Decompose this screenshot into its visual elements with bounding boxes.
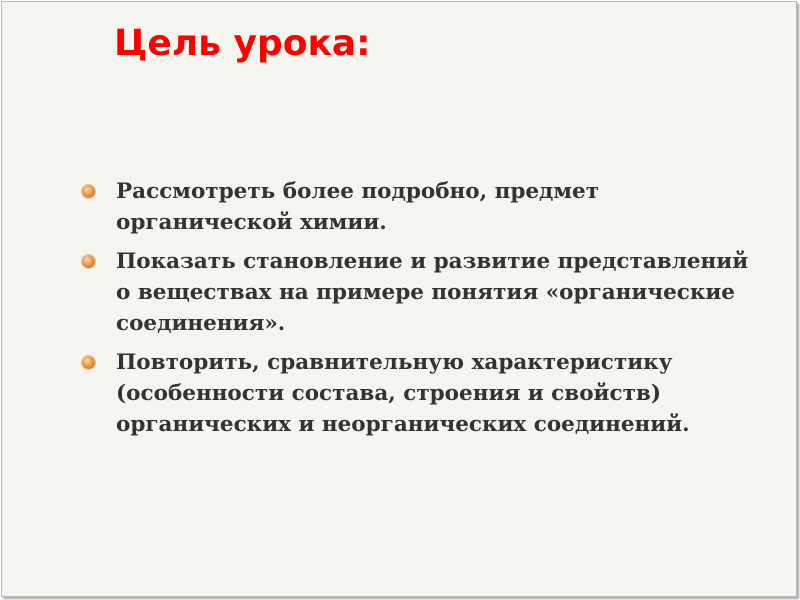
slide (1, 1, 797, 597)
bullet-text: Повторить, сравнительную характеристику (особенности состава, строения и свойств) органических и неорганических соединений. (116, 350, 690, 437)
bullet-icon (82, 185, 95, 198)
bullet-item (82, 347, 782, 440)
bullet-list (82, 176, 782, 448)
slide-title: Цель урока: (114, 23, 371, 64)
bullet-icon (82, 255, 95, 268)
bullet-text: Рассмотреть более подробно, предмет органической химии. (116, 179, 600, 235)
bullet-text: Показать становление и развитие представлений о веществах на примере понятия «органические соединения». (116, 249, 749, 336)
bullet-item (82, 176, 782, 238)
bullet-item (82, 246, 782, 339)
bullet-icon (82, 356, 95, 369)
